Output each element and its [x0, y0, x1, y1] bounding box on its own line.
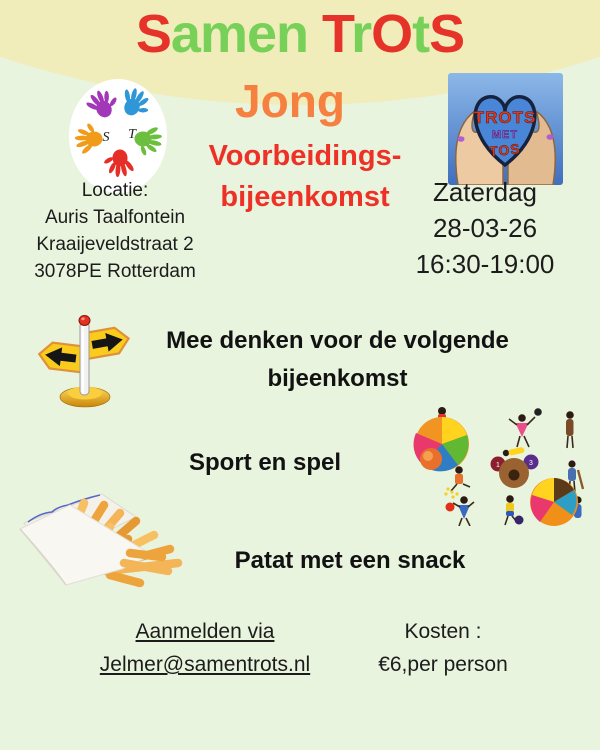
logo-letter-s: S [102, 130, 110, 145]
signup-block [55, 615, 355, 681]
agenda-item-sport: Sport en spel [188, 449, 342, 476]
title-letter: r [351, 4, 372, 64]
signup-email-link[interactable]: Jelmer@samentrots.nl [99, 653, 311, 676]
svg-text:1: 1 [496, 462, 500, 469]
signup-label: Aanmelden via [135, 620, 275, 643]
title-letter: t [412, 4, 430, 64]
cost-block [358, 615, 528, 681]
datetime-block [385, 174, 585, 282]
title-letter: m [199, 4, 247, 64]
agenda-item-patat: Patat met een snack [234, 547, 466, 574]
fries-icon [12, 487, 197, 592]
title-letter: S [135, 4, 171, 64]
text-line: 28-03-26 [432, 213, 538, 243]
title-letter: T [322, 4, 352, 64]
cost-label: Kosten : [404, 620, 482, 643]
title-letter: n [276, 4, 309, 64]
svg-text:3: 3 [529, 460, 533, 467]
title-letter: a [170, 4, 200, 64]
event-name-line2: bijeenkomst [220, 181, 390, 213]
page-title [0, 4, 600, 64]
text-line: Zaterdag [432, 177, 538, 207]
text-line: Kraaijeveldstraat 2 [36, 234, 194, 255]
trots-met-tos-badge-image [448, 73, 563, 185]
text-line: Auris Taalfontein [44, 207, 186, 228]
title-letter [308, 4, 322, 64]
text-line: Locatie: [81, 180, 149, 201]
event-name-line1: Voorbeidings- [208, 140, 402, 172]
title-letter: e [246, 4, 277, 64]
text-line: 16:30-19:00 [415, 249, 555, 279]
title-letter: O [371, 4, 413, 64]
logo-letter-t: T [128, 127, 136, 142]
cost-value: €6,per person [378, 653, 508, 676]
sports-kids-icon [402, 396, 597, 526]
title-letter: S [429, 4, 465, 64]
badge-line2: MET [491, 129, 519, 141]
text-line: 3078PE Rotterdam [34, 261, 196, 282]
location-block [8, 177, 222, 285]
badge-line1: TROTS [473, 108, 537, 127]
agenda-item-meedenken: Mee denken voor de volgende bijeenkomst [166, 327, 509, 392]
badge-line3: TOS [488, 140, 522, 160]
subtitle-jong: Jong [235, 75, 345, 127]
